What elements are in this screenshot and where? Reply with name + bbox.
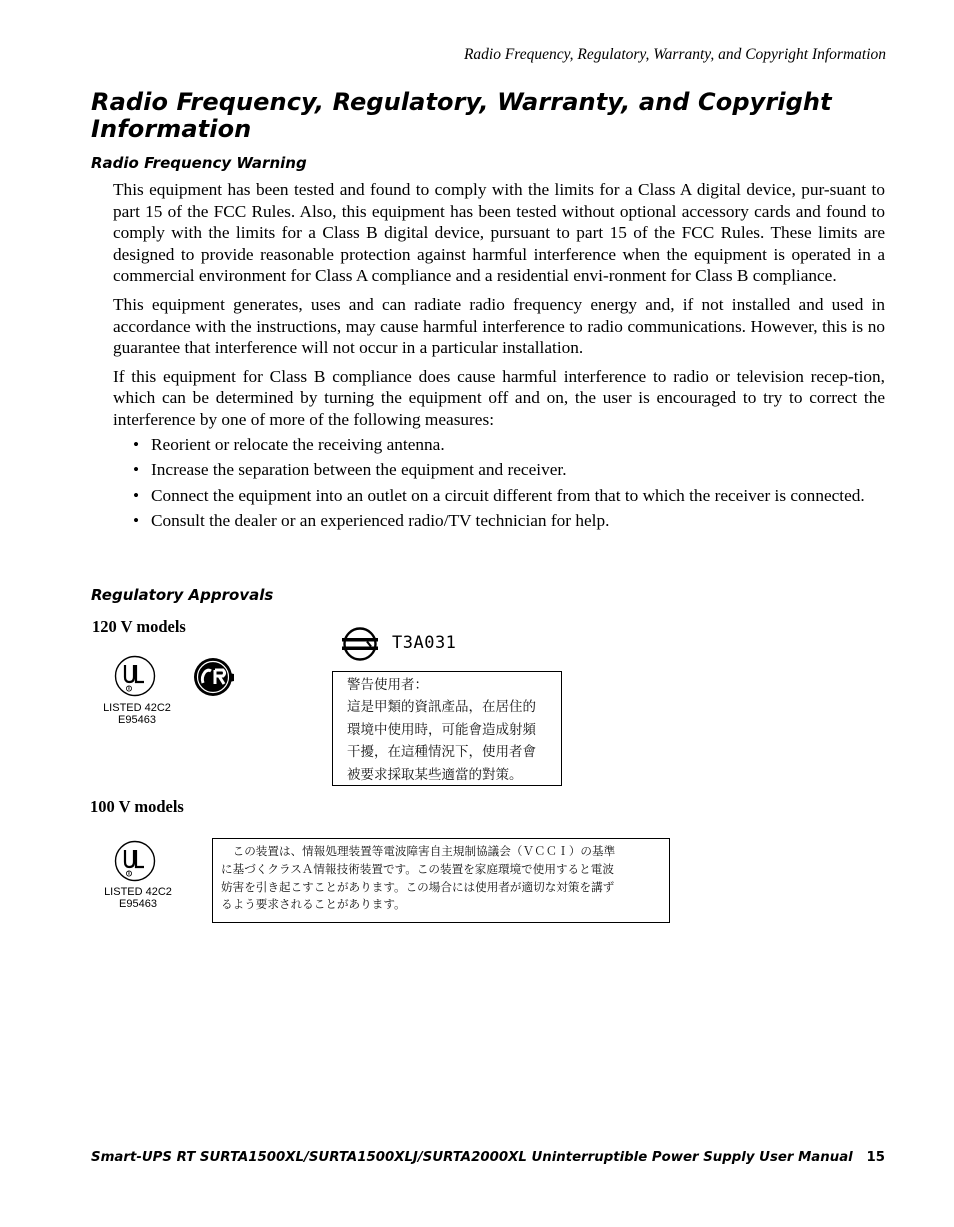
bullet-icon: •: [133, 485, 140, 505]
notice-line: 警告使用者：: [347, 677, 428, 693]
models-120-label: 120 V models: [92, 617, 186, 636]
ul-listed-logo-icon: [114, 655, 156, 697]
bsmi-warning-notice: [332, 671, 562, 786]
list-item: [113, 434, 885, 456]
list-item-text: Consult the dealer or an experienced radio/TV technician for help.: [151, 511, 610, 531]
rf-warning-body: [113, 179, 885, 536]
notice-line: 妨害を引き起こすことがあります。この場合には使用者が適切な対策を講ず: [221, 879, 615, 894]
bullet-icon: •: [133, 434, 140, 454]
paragraph: This equipment generates, uses and can radiate radio frequency energy and, if not installed and used in accordance with the instructions, may cause harmful interference to radio communications. However, this is no guarantee that interference will not occur in a particular installation.: [113, 294, 885, 358]
footer-manual-title: Smart-UPS RT SURTA1500XL/SURTA1500XLJ/SURTA2000XL Uninterruptible Power Supply User Manual: [91, 1150, 853, 1165]
notice-line: 干擾，在這種情況下，使用者會: [347, 744, 536, 761]
notice-line: この装置は、情報処理装置等電波障害自主規制協議会（ＶＣＣＩ）の基準: [221, 844, 616, 858]
list-item-text: Connect the equipment into an outlet on a circuit different from that to which the receiver is connected.: [151, 485, 865, 505]
bullet-icon: •: [133, 460, 140, 480]
paragraph: If this equipment for Class B compliance does cause harmful interference to radio or television recep-tion, which can be determined by turning the equipment off and on, the user is encouraged to try to correct the interference by one of more of the following measures:: [113, 366, 885, 429]
page-title: Radio Frequency, Regulatory, Warranty, and Copyright Information: [91, 88, 832, 143]
notice-line: に基づくクラスＡ情報技術装置です。この装置を家庭環境で使用すると電波: [221, 861, 614, 876]
ul-listed-caption: [100, 702, 174, 726]
list-item-text: Reorient or relocate the receiving antenna.: [151, 434, 445, 454]
vcci-notice: [212, 838, 670, 923]
ul-file-number: E95463: [118, 714, 156, 726]
list-item: [113, 459, 885, 481]
ul-listed-logo-icon: [114, 840, 156, 882]
csa-logo-icon: [193, 656, 235, 698]
bullet-icon: •: [133, 511, 140, 531]
paragraph: This equipment has been tested and found to comply with the limits for a Class A digital device, pur-suant to part 15 of the FCC Rules. Also, this equipment has been tested without optional accessory cards and found to comply with the limits for a Class B digital device, pursuant to part 15 of the FCC Rules. These limits are designed to provide reasonable protection against harmful interference when the equipment is operated in a commercial environment for Class A compliance and a residential envi-ronment for Class B compliance.: [113, 180, 885, 286]
rf-warning-heading: Radio Frequency Warning: [91, 154, 307, 172]
ul-file-number: E95463: [119, 898, 157, 910]
bsmi-mark-icon: [341, 627, 379, 661]
ul-listed-line: LISTED 42C2: [104, 886, 172, 898]
list-item: [113, 485, 885, 507]
bsmi-code: T3A031: [392, 633, 457, 653]
svg-text:R: R: [127, 871, 131, 876]
ul-listed-line: LISTED 42C2: [103, 702, 171, 714]
notice-line: 被要求採取某些適當的對策。: [347, 766, 523, 783]
notice-line: るよう要求されることがあります。: [221, 897, 406, 912]
running-header: Radio Frequency, Regulatory, Warranty, and Copyright Information: [463, 46, 886, 63]
ul-listed-caption: [100, 886, 176, 910]
models-100-label: 100 V models: [90, 797, 184, 816]
svg-text:R: R: [127, 686, 131, 691]
page-number: 15: [866, 1150, 885, 1165]
notice-line: 這是甲類的資訊產品，在居住的: [347, 699, 536, 716]
list-item: [113, 510, 885, 532]
measures-list: [113, 434, 885, 532]
list-item-text: Increase the separation between the equipment and receiver.: [151, 460, 567, 480]
regulatory-approvals-heading: Regulatory Approvals: [91, 586, 274, 604]
notice-line: 環境中使用時，可能會造成射頻: [347, 721, 536, 738]
